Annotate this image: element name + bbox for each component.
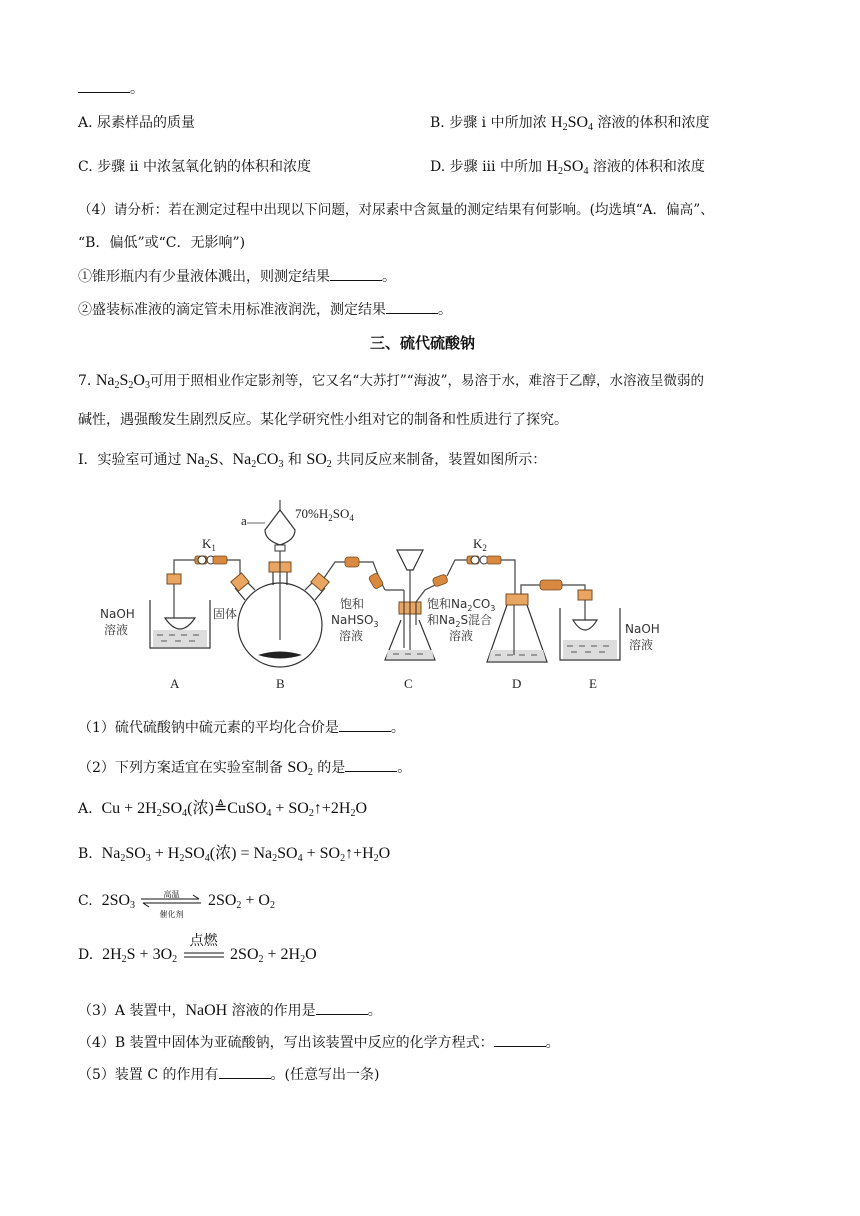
- solid-label: 固体: [213, 607, 238, 621]
- naoh-label-e-2: 溶液: [629, 638, 654, 652]
- reversible-arrow: 高温 催化剂: [139, 891, 203, 911]
- apparatus-diagram: [95, 490, 675, 695]
- option-c: C. 步骤 ii 中浓氢氧化钠的体积和浓度: [78, 159, 311, 175]
- option-2d: D. $2H_2S + 3O_2$ 点燃 $2SO_2 + 2H_2O$: [78, 933, 317, 965]
- question-3: （3）A 装置中，NaOH 溶液的作用是 。: [78, 1002, 382, 1019]
- section-title: 三、硫代硫酸钠: [370, 334, 476, 352]
- rubber-hose: [345, 557, 359, 567]
- option-b: B. 步骤 i 中所加浓 $H_2SO_4$ 溶液的体积和浓度: [430, 114, 710, 133]
- c-label-2: NaHSO$_3$: [331, 613, 379, 629]
- device-letter-d: D: [512, 676, 522, 691]
- answer-blank[interactable]: [494, 1032, 546, 1047]
- q7-intro-line1: 7. $Na_2S_2O_3$可用于照相业作定影剂等，它又名“大苏打”“海波”，易溶于水，难溶于乙醇，水溶液呈微弱的: [78, 372, 705, 391]
- d-label-3: 溶液: [449, 629, 474, 643]
- device-letter-b: B: [276, 676, 285, 691]
- k1-label: $K_1$: [202, 536, 216, 553]
- question-4b: （4）B 装置中固体为亚硫酸钠，写出该装置中反应的化学方程式： 。: [78, 1032, 560, 1053]
- valve-k2[interactable]: [467, 556, 501, 564]
- answer-blank[interactable]: [316, 1000, 368, 1015]
- question-5: （5）装置 C 的作用有 。(任意写出一条): [78, 1064, 379, 1085]
- q7-part1: Ⅰ．实验室可通过 $Na_2S$、$Na_2CO_3$ 和 $SO_2$ 共同反应来制备，装置如图所示：: [78, 451, 547, 470]
- k2-label: $K_2$: [473, 536, 487, 553]
- option-2b: B. $Na_2SO_3 + H_2SO_4$(浓) = $Na_2SO_4$ + $SO_2↑+H_2O$: [78, 845, 391, 864]
- leading-blank-line: 。: [78, 78, 144, 99]
- q7-intro-line2: 碱性，遇强酸发生剧烈反应。某化学研究性小组对它的制备和性质进行了探究。: [78, 412, 568, 428]
- d-label-2: 和$Na_2S$混合: [427, 613, 493, 629]
- q4-intro-line2: “B．偏低”或“C．无影响”): [78, 235, 246, 251]
- device-letter-e: E: [589, 676, 597, 691]
- c-label-3: 溶液: [339, 629, 364, 643]
- device-a: [150, 560, 210, 648]
- option-d: D. 步骤 iii 中所加 $H_2SO_4$ 溶液的体积和浓度: [430, 158, 705, 177]
- naoh-label-a-2: 溶液: [104, 623, 129, 637]
- q4-item-2: ②盛装标准液的滴定管未用标准液润洗，测定结果 。: [78, 299, 452, 320]
- answer-blank[interactable]: [330, 266, 382, 281]
- answer-blank[interactable]: [386, 299, 438, 314]
- funnel-label-a: a: [241, 513, 247, 528]
- option-2a: A. $Cu + 2H_2SO_4$(浓)≜CuSO$_4$ + $SO_2↑+2H_2O$: [78, 800, 367, 819]
- question-1: （1）硫代硫酸钠中硫元素的平均化合价是 。: [78, 717, 405, 738]
- c-label-1: 饱和: [340, 597, 365, 611]
- answer-blank[interactable]: [219, 1064, 271, 1079]
- option-2c: C. $2SO_3$ 高温 催化剂 $2SO_2 + O_2$: [78, 890, 275, 919]
- question-2: （2）下列方案适宜在实验室制备 $SO_2$ 的是 。: [78, 759, 412, 778]
- valve-k1[interactable]: [195, 556, 227, 564]
- naoh-label-e-1: NaOH: [625, 622, 660, 636]
- option-a: A. 尿素样品的质量: [78, 115, 196, 131]
- answer-blank[interactable]: [345, 757, 397, 772]
- naoh-label-a-1: NaOH: [100, 607, 135, 621]
- q4-intro-line1: （4）请分析：若在测定过程中出现以下问题，对尿素中含氮量的测定结果有何影响。(均选填“A．偏高”、: [78, 202, 714, 218]
- answer-blank[interactable]: [78, 78, 130, 93]
- device-e: [560, 590, 620, 660]
- answer-blank[interactable]: [339, 717, 391, 732]
- d-label-1: 饱和$Na_2CO_3$: [427, 597, 496, 613]
- q4-item-1: ①锥形瓶内有少量液体溅出，则测定结果 。: [78, 266, 396, 287]
- device-letter-a: A: [170, 676, 180, 691]
- condition-equals: 点燃: [189, 933, 218, 949]
- acid-label: $70\%H_2SO_4$: [295, 506, 354, 523]
- device-letter-c: C: [404, 676, 413, 691]
